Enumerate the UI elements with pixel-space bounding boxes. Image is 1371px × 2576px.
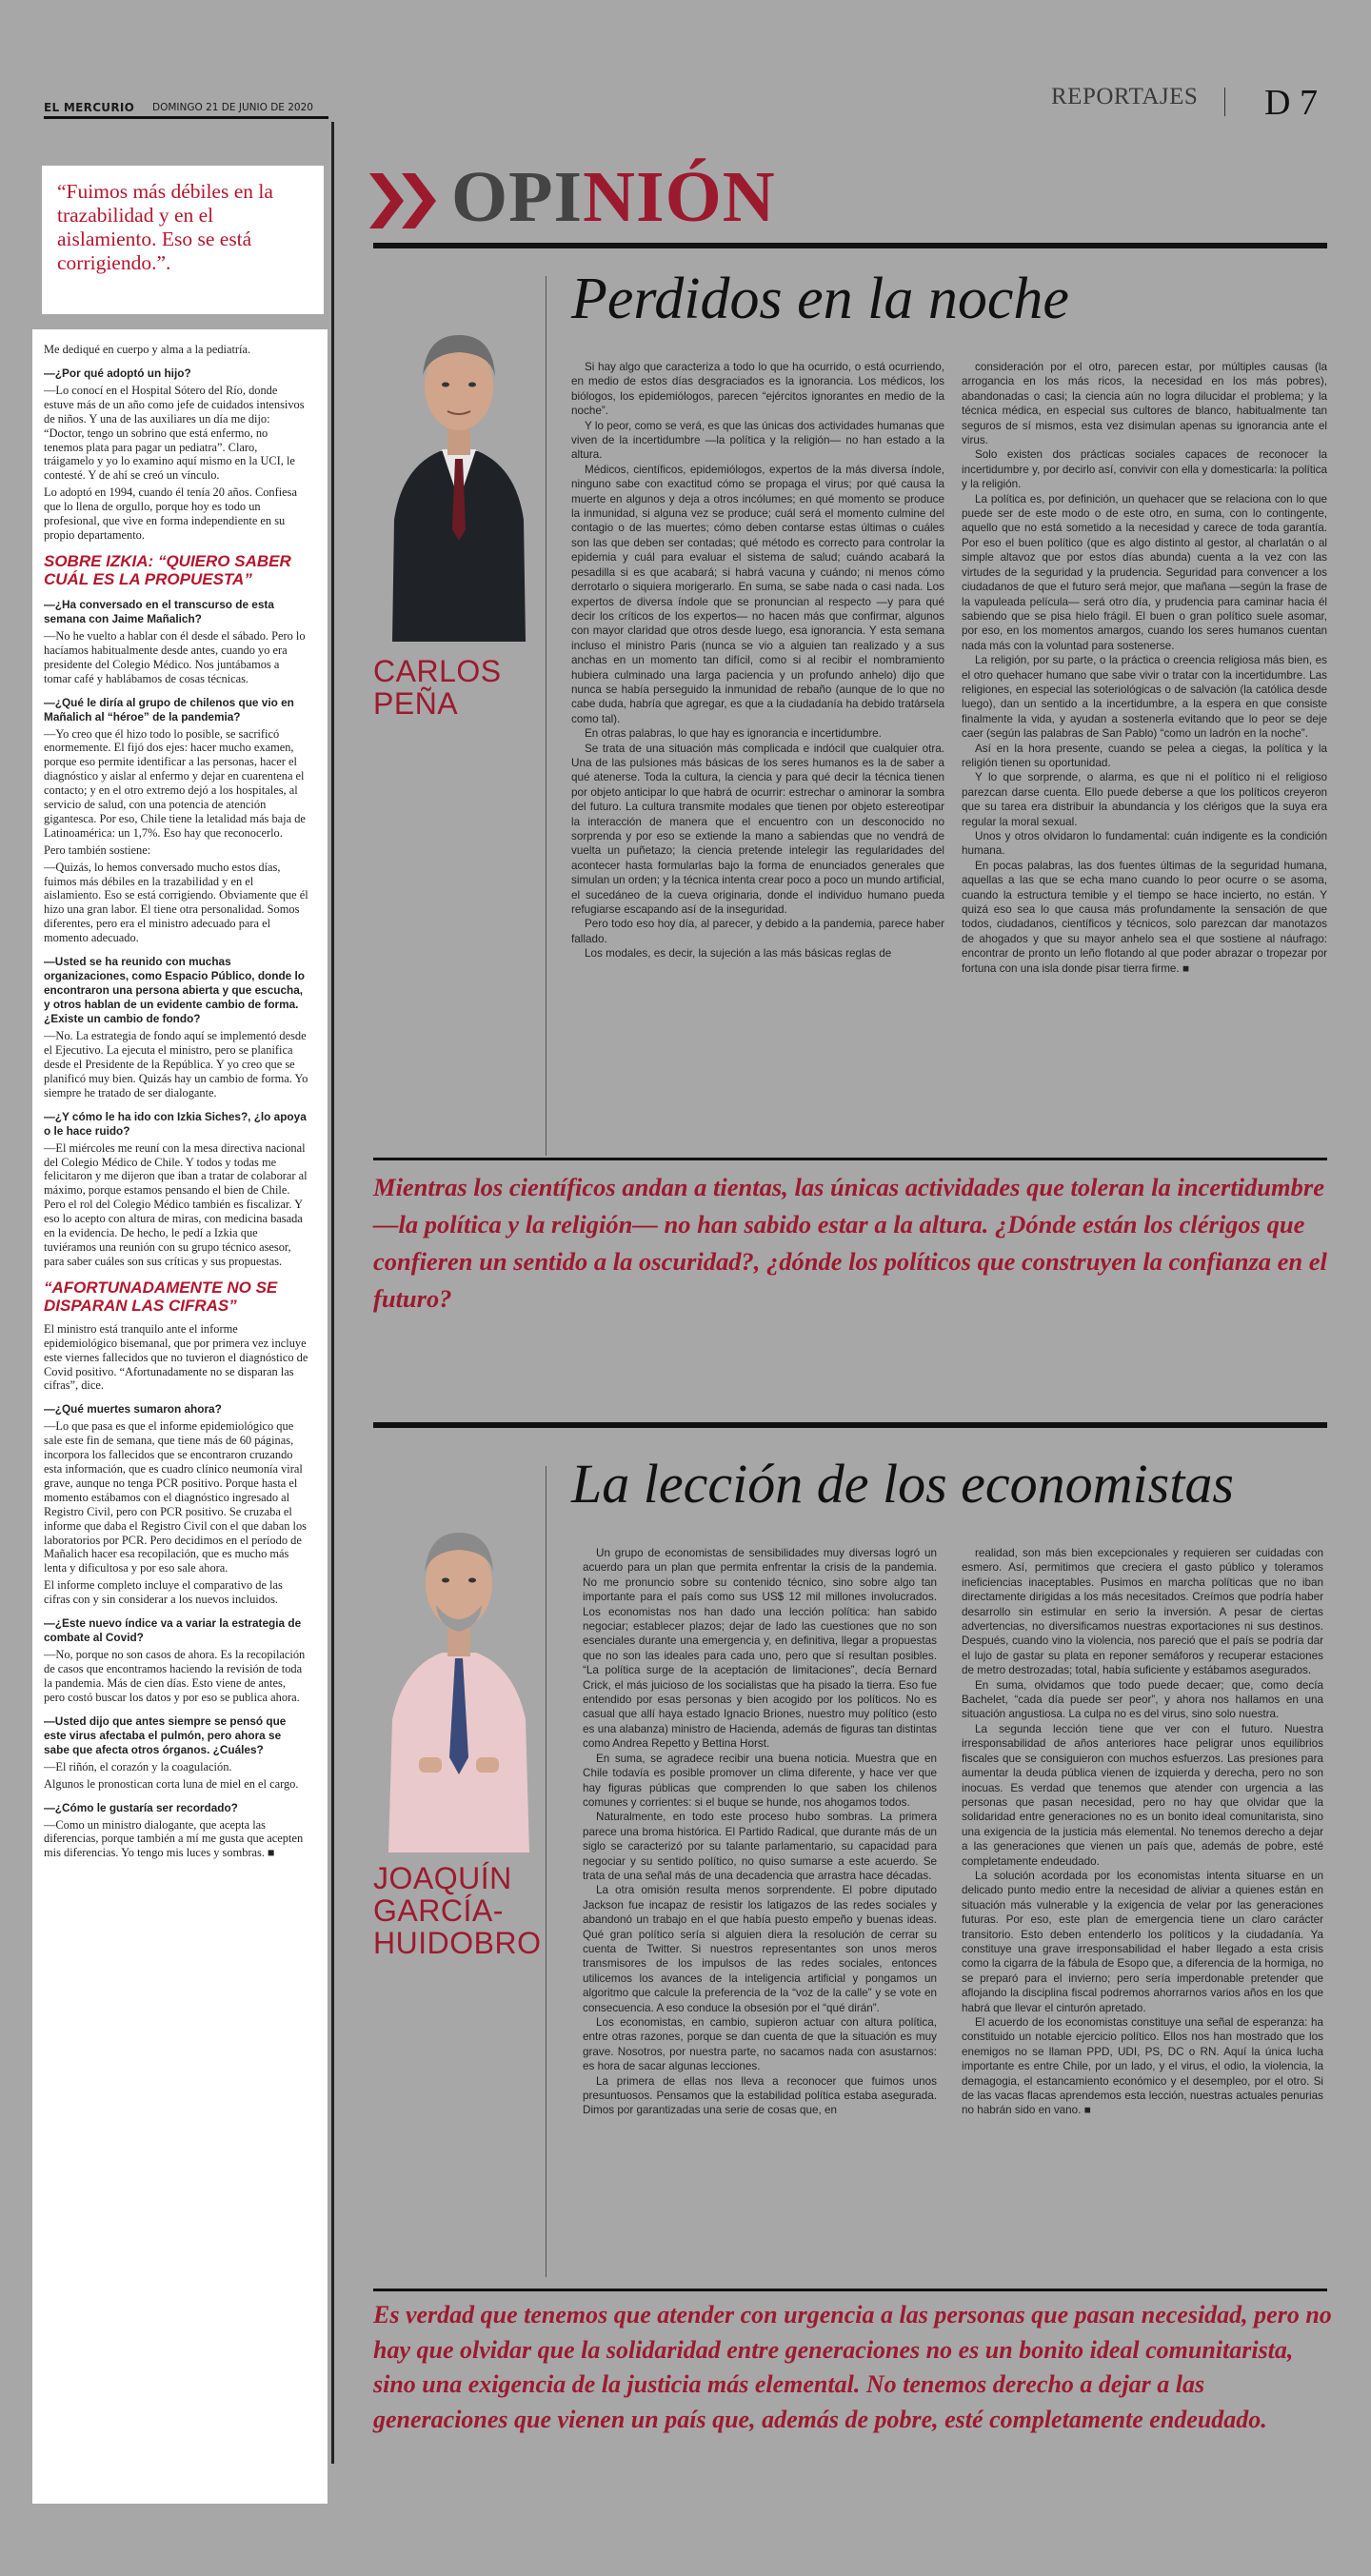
interview-paragraph: Lo adoptó en 1994, cuando él tenía 20 años. Confiesa que lo llena de orgullo, porque hoy es todo un profesional, que vive en forma independiente en su propio departamento. bbox=[44, 485, 297, 542]
article-paragraph: El acuerdo de los economistas constituye una señal de esperanza: ha constituido un notable ejercicio político. Ellos nos han mostrado que los enemigos no se llaman PPD, UDI, PS, DC o RN. Aquí la única lucha importante es entre Chile, por un lado, y el virus, el odio, la violencia, la demagogia, el estancamiento económico y el desempleo, por el otro. Si de las vacas flacas aprendemos esta lección, nuestras actuales penurias no habrán sido en vano. ■ bbox=[962, 2016, 1323, 2117]
interview-paragraph: Me dediqué en cuerpo y alma a la pediatría. bbox=[44, 343, 251, 356]
interview-paragraph: Pero también sostiene: bbox=[44, 842, 151, 857]
article-column bbox=[962, 360, 1327, 976]
article-paragraph: realidad, son más bien excepcionales y requieren ser cuidadas con esmero. Así, permitimos que creciera el gasto público y toleramos ineficiencias inaceptables. Pusimos en marcha políticas que no iban directamente dirigidas a los más necesitados. Creímos que podría haber desarrollo sin estimular en serio la inversión. A pesar de ciertas advertencias, no diversificamos nuestras exportaciones ni sus destinos. Después, cuando vino la violencia, nos pareció que el país se podría dar el lujo de gastar su plata en reponer semáforos y recuperar estaciones de metro destrozadas; total, había suficiente y estábamos asegurados. bbox=[962, 1547, 1323, 1677]
article-paragraph: Médicos, científicos, epidemiólogos, expertos de la más diversa índole, ninguno sabe con exactitud cómo se propaga el virus; por qué causa la muerte en algunos y deja a otros incólumes; en qué momento se produce la inmunidad, si alguna vez se produce; cuál será el momento culmine del contagio o de las muertes; cómo deben contarse estas últimas o cuáles son las que deben ser contadas; qué método es correcto para controlar la epidemia y cuál para evaluar el sistema de salud; cuándo acabará la pesadilla si es que acabará; si habrá vacuna y cuándo; ni menos cómo derrotarlo o siquiera morigerarlo. En suma, se sabe nada o casi nada. Los expertos de diversa índole que se pronuncian al respecto —y para qué decir los críticos de los expertos— no hacen más que confirmar, algunos con mayor claridad que otros desde luego, esa ignorancia. Y esta semana incluso el ministro Paris (nunca se vio a alguien tan realizado y a sus anchas en un momento tan difícil, como si al recibir el nombramiento hubiera culminado una larga paciencia y un profundo anhelo) dijo que nunca se había perseguido la inmunidad de rebaño (aunque de lo que no cabe duda, habría que agregar, es que a la ciudadanía ha debido tratársela como tal). bbox=[571, 463, 944, 725]
article-paragraph: La segunda lección tiene que ver con el futuro. Nuestra irresponsabilidad de años anteriores hace peligrar unos equilibrios fiscales que se consiguieron con muchos esfuerzos. Las presiones para aumentar la deuda pública vienen de izquierda y derecha, pero no son inocuas. Es verdad que tenemos que atender con urgencia a las personas que pasan necesidad, pero no hay que olvidar que la solidaridad entre generaciones no es un bonito ideal comunitarista, sino una exigencia de la justicia más elemental. No tenemos derecho a dejar a las generaciones que vienen un país que, además de pobre, esté completamente endeudado. bbox=[962, 1722, 1323, 1868]
article-paragraph: La primera de ellas nos lleva a reconocer que fuimos unos presuntuosos. Pensamos que la estabilidad política estaba asegurada. Dimos por garantizadas una serie de cosas que, en bbox=[583, 2074, 937, 2117]
interview-question: —Usted dijo que antes siempre se pensó que este virus afectaba el pulmón, pero ahora se sabe que afecta otros órganos. ¿Cuáles? bbox=[44, 1714, 287, 1756]
author-photo bbox=[373, 1472, 545, 1853]
article-column bbox=[571, 360, 944, 961]
interview-paragraph: Algunos le pronostican corta luna de miel en el cargo. bbox=[44, 1776, 299, 1791]
article-paragraph: En pocas palabras, las dos fuentes últimas de la seguridad humana, aquellas a las que se echa mano cuando lo peor ocurre o se asoma, cuando la estructura temible y el tiempo se hace incierto, no están. Y quizá eso sea lo que causa más profundamente la sensación de que todos, ciudadanos, científicos y técnicos, solo parezcan dar manotazos de ahogados y que su mayor anhelo sea el que sostiene al náufrago: encontrar de pronto un leño flotando al que poder abrazar o tropezar por fortuna con una isla donde pisar tierra firme. ■ bbox=[962, 859, 1327, 975]
interview-paragraph: —El miércoles me reuní con la mesa directiva nacional del Colegio Médico de Chile. Y todos y todas me felicitaron y me dijeron que iban a tratar de colaborar al máximo, porque estamos pensando el bien de Chile. Pero el rol del Colegio Médico también es fiscalizar. Y eso lo acepto con altura de miras, con medicina basada en la evidencia. De hecho, le pedí a Izkia que tuviéramos una reunión con su grupo técnico asesor, para saber cuáles son sus críticas y sus propuestas. bbox=[44, 1140, 308, 1268]
article-rule bbox=[373, 1158, 1327, 1160]
article-paragraph: La solución acordada por los economistas intenta situarse en un delicado punto medio entre la necesidad de aliviar a quienes están en situación más vulnerable y la exigencia de velar por las generaciones futuras. Por eso, este plan de emergencia tiene un claro carácter transitorio. Esto deben entenderlo los políticos y la ciudadanía. Ya constituye una grave irresponsabilidad el haber llegado a esta crisis como la cigarra de la fábula de Esopo que, a diferencia de la hormiga, no se preparó para el invierno; pero sería imperdonable pretender que aflojando la disciplina fiscal podremos ahorrarnos varios años en los que habrá que llevar el cinturón apretado. bbox=[962, 1869, 1323, 2014]
article-paragraph: Así en la hora presente, cuando se pelea a ciegas, la política y la religión tienen su oportunidad. bbox=[962, 742, 1327, 769]
interview-paragraph: —Quizás, lo hemos conversado mucho estos días, fuimos más débiles en la trazabilidad y en el aislamiento. Eso se está corrigiendo. Obviamente que él hizo una gran labor. El tiene otra personalidad. Somos diferentes, pero era el ministro adecuado para el momento adecuado. bbox=[44, 860, 308, 945]
interview-paragraph: —Lo conocí en el Hospital Sótero del Río, donde estuve más de un año como jefe de cuidados intensivos de niños. Y una de las auxiliares un día me dijo: “Doctor, tengo un sobrino que está enfermo, no tenemos plata para pagar un pediatra”. Claro, tráigamelo y yo lo examino aquí mismo en la UCI, le contesté. Y de ahí se creó un vínculo. bbox=[44, 383, 305, 483]
masthead: EL MERCURIO bbox=[44, 101, 135, 114]
article-headline: La lección de los economistas bbox=[571, 1453, 1234, 1515]
interview-paragraph: —No he vuelto a hablar con él desde el sábado. Pero lo hacíamos habitualmente desde antes, cuando yo era presidente del Colegio Médico. Nos juntábamos a tomar café y hablábamos de cosas técnicas. bbox=[44, 628, 306, 685]
author-name: CARLOS PEÑA bbox=[373, 654, 502, 721]
article-paragraph: Se trata de una situación más complicada e indócil que cualquier otra. Una de las pulsiones más básicas de los seres humanos es la de saber a qué atenerse. Toda la cultura, la ciencia y para qué decir la técnica tienen por objeto anticipar lo que habrá de ocurrir: estrechar o aminorar la sombra del futuro. La cultura transmite modales que tienen por objeto estereotipar la interacción de manera que el encuentro con un desconocido no sorprenda y por eso se extiende la mano a sabiendas que no vendrá de vuelta un puñetazo; la ciencia pretende intelegir las regularidades del acontecer hasta formularlas bajo la forma de enunciados generales que simulan un orden; y la técnica intenta crear poco a poco un mundo artificial, el sucedáneo de la cueva originaria, donde el individuo humano pueda refugiarse escapando así de la inseguridad. bbox=[571, 742, 944, 917]
article-paragraph: La religión, por su parte, o la práctica o creencia religiosa más bien, es el otro quehacer humano que sabe vivir o tratar con la incertidumbre. Las religiones, en especial las soteriológicas o de salvación (la católica desde luego), dan un sentido a la incertidumbre, a la espera en que consiste finalmente la vida, y ayudan a sostenerla evitando que lo peor se deje caer (según las palabras de San Pablo) “como un ladrón en la noche”. bbox=[962, 654, 1327, 741]
header-divider bbox=[1224, 88, 1225, 116]
interview-subhead: “AFORTUNADAMENTE NO SE DISPARAN LAS CIFRAS” bbox=[44, 1278, 278, 1315]
article-paragraph: Naturalmente, en todo este proceso hubo sombras. La primera parece una broma histórica. El Partido Radical, que durante más de un siglo se caracterizó por su talante parlamentario, su capacidad para negociar y su sentido político, no quiso sumarse a este acuerdo. Se trata de una señal más de una decadencia que arrastra hace décadas. bbox=[583, 1811, 937, 1882]
article-paragraph: En suma, se agradece recibir una buena noticia. Muestra que en Chile todavía es posible promover un clima diferente, y hace ver que hay figuras públicas que comprenden lo que saben los chilenos comunes y corrientes: si el buque se hunde, nos ahogamos todos. bbox=[583, 1752, 937, 1809]
interview-paragraph: El ministro está tranquilo ante el informe epidemiológico bisemanal, que por primera vez incluye este viernes fallecidos que no tuvieron el diagnóstico de Covid positivo. “Afortunadamente no se disparan las cifras”, dice. bbox=[44, 1321, 308, 1393]
column-divider bbox=[331, 122, 334, 2464]
issue-date: DOMINGO 21 DE JUNIO DE 2020 bbox=[152, 102, 313, 113]
interview-question: —Usted se ha reunido con muchas organizaciones, como Espacio Público, donde lo encontraron una persona abierta y que escucha, y otros hablan de un evidente cambio de forma. ¿Existe un cambio de fondo? bbox=[44, 955, 305, 1026]
interview-subhead: SOBRE IZKIA: “QUIERO SABER CUÁL ES LA PROPUESTA” bbox=[44, 551, 291, 588]
article-paragraph: En otras palabras, lo que hay es ignorancia e incertidumbre. bbox=[585, 727, 882, 741]
article-paragraph: consideración por el otro, parecen estar, por múltiples causas (la arrogancia en los más ricos, la necesidad en los más pobres), abandonadas o casi; la ciencia aún no logra dilucidar el problema; y la técnica médica, en especial sus cultores de blanco, habitualmente tan seguros de sí mismos, esta vez disimulan apenas su ignorancia ante el virus. bbox=[962, 361, 1327, 447]
section-rule bbox=[373, 243, 1327, 248]
article-paragraph: Si hay algo que caracteriza a todo lo que ha ocurrido, o está ocurriendo, en medio de estos días desgraciados es la ignorancia. Los médicos, los biólogos, los epidemiólogos, parecen “ejércitos ignorantes en medio de la noche”. bbox=[571, 361, 944, 418]
article-paragraph: Unos y otros olvidaron lo fundamental: cuán indigente es la condición humana. bbox=[962, 830, 1327, 858]
highlight-quote: “Fuimos más débiles en la trazabilidad y en el aislamiento. Eso se está corrigiendo.”. bbox=[57, 180, 273, 274]
section-title-part2: NIÓN bbox=[583, 157, 776, 237]
article-column bbox=[583, 1546, 937, 2118]
article-paragraph: Un grupo de economistas de sensibilidades muy diversas logró un acuerdo para un plan que permita enfrentar la crisis de la pandemia. No me pronuncio sobre su contenido técnico, sino sobre algo tan importante para el país como sus US$ 12 mil millones involucrados. Los economistas nos han dado una lección política: han sabido negociar; establecer plazos; dejar de lado las cuestiones que no son esenciales durante una emergencia y, en definitiva, llegar a propuestas que no son las ideales para cada uno, pero que sí resultan posibles. “La política surge de la aceptación de limitaciones”, decía Bernard Crick, el más juicioso de los socialistas que ha pisado la tierra. Eso fue entendido por esas personas y bien acogido por los políticos. No es casual que allí haya estado Ignacio Briones, nuestro muy político (esto es una alabanza) ministro de Hacienda, además de figuras tan distintas como Andrea Repetto y Bettina Horst. bbox=[583, 1547, 937, 1751]
pull-quote: Mientras los científicos andan a tientas, las únicas actividades que toleran la incertidumbre —la política y la religión— no han sabido estar a la altura. ¿Dónde están los clérigos que confieren un sentido a la oscuridad?, ¿dónde los políticos que construyen la confianza en el futuro? bbox=[373, 1173, 1327, 1313]
article-column bbox=[962, 1546, 1323, 2118]
author-name: JOAQUÍN GARCÍA-HUIDOBRO bbox=[373, 1861, 542, 1960]
interview-question: —¿Este nuevo índice va a variar la estrategia de combate al Covid? bbox=[44, 1616, 302, 1645]
interview-paragraph: El informe completo incluye el comparativo de las cifras con y sin considerar a los nuevos incluidos. bbox=[44, 1578, 283, 1607]
section-title bbox=[451, 156, 776, 239]
interview-paragraph: —Lo que pasa es que el informe epidemiológico que sale este fin de semana, que tiene más de 60 páginas, incorpora los fallecidos que se encontraron cruzando esta información, que es cuadro clínico neumonía viral grave, aunque no tenga PCR positivo. Porque hasta el momento estábamos con el diagnóstico ingresado al Registro Civil, pero con PCR positivo. Se cruzaba el informe que daba el Registro Civil con el que daban los laboratorios por PCR. Pero decidimos en el período de Mañalich hacer esa recopilación, que es mucho más lenta y dificultosa y por eso sale ahora. bbox=[44, 1419, 307, 1575]
article-paragraph: Los economistas, en cambio, supieron actuar con altura política, entre otras razones, porque se dan cuenta de que la situación es muy grave. Nosotros, por nuestra parte, no sacamos nada con asustarnos: es hora de sacar algunas lecciones. bbox=[583, 2016, 937, 2073]
section-title-part1: OPI bbox=[451, 157, 584, 237]
article-paragraph: En suma, olvidamos que todo puede decaer; que, como decía Bachelet, “cada día puede ser peor”, y ahora nos hallamos en una situación angustiosa. La culpa no es del virus, sino solo nuestra. bbox=[962, 1678, 1323, 1721]
interview-question: —¿Ha conversado en el transcurso de esta semana con Jaime Mañalich? bbox=[44, 597, 274, 625]
interview-paragraph: —Como un ministro dialogante, que acepta las diferencias, porque también a mí me gusta que acepten mis diferencias. Yo tengo mis luces y sombras. ■ bbox=[44, 1817, 304, 1860]
article-paragraph: La otra omisión resulta menos sorprendente. El pobre diputado Jackson fue incapaz de resistir los latigazos de las redes sociales y abandonó un trabajo en el que había puesto empeño y buenas ideas. Qué gran político sería si alguien diera la resolución de cerrar su cuenta de Twitter. Si nuestros representantes son unos meros transmisores de los impulsos de las redes sociales, entonces utilicemos los avances de la inteligencia artificial y pongamos un algoritmo que calcule la preferencia de la “voz de la calle” y se vote en consecuencia. A eso conduce la obsesión por el “qué dirán”. bbox=[583, 1884, 937, 2014]
interview-question: —¿Cómo le gustaría ser recordado? bbox=[44, 1800, 238, 1814]
interview-paragraph: —Yo creo que él hizo todo lo posible, se sacrificó enormemente. El fijó dos ejes: hacer mucho examen, porque eso permite identificar a las personas, hacer el diagnóstico y aislar al enfermo y dejar en cuarentena el contacto; y en el otro extremo dejó a los hospitales, al servicio de salud, con una potencia de atención gigantesca. Por eso, Chile tiene la letalidad más baja de Latinoamérica: un 1,7%. Eso hay que reconocerlo. bbox=[44, 726, 306, 840]
interview-question: —¿Por qué adoptó un hijo? bbox=[44, 366, 191, 380]
article-top-rule bbox=[373, 1422, 1327, 1428]
interview-paragraph: —El riñón, el corazón y la coagulación. bbox=[44, 1759, 232, 1773]
interview-question: —¿Qué le diría al grupo de chilenos que vio en Mañalich al “héroe” de la pandemia? bbox=[44, 695, 294, 723]
article-paragraph: Solo existen dos prácticas sociales capaces de reconocer la incertidumbre y, por decirlo así, convivir con ella y domesticarla: la política y la religión. bbox=[962, 448, 1327, 491]
interview-question: —¿Y cómo le ha ido con Izkia Siches?, ¿lo apoya o le hace ruido? bbox=[44, 1109, 307, 1138]
page-number: D 7 bbox=[1264, 83, 1318, 123]
article-paragraph: Pero todo eso hoy día, al parecer, y debido a la pandemia, parece haber fallado. bbox=[571, 918, 944, 945]
author-photo bbox=[373, 282, 545, 642]
article-paragraph: Y lo que sorprende, o alarma, es que ni el político ni el religioso parezcan darse cuenta. Ello puede deberse a que los políticos creyeron que su tarea era distribuir la abundancia y los clérigos que la suya era regular la moral sexual. bbox=[962, 771, 1327, 828]
interview-paragraph: —No, porque no son casos de ahora. Es la recopilación de casos que encontramos haciendo la revisión de toda la pandemia. Más de cien días. Esto viene de antes, pero costó buscar los datos y por eso se publica ahora. bbox=[44, 1648, 306, 1704]
article-paragraph: Y lo peor, como se verá, es que las únicas dos actividades humanas que viven de la incertidumbre —la política y la religión— no han estado a la altura. bbox=[571, 419, 944, 462]
interview-text bbox=[44, 343, 308, 1863]
section-name: REPORTAJES bbox=[1051, 84, 1199, 109]
chevron-icon bbox=[369, 173, 446, 228]
interview-paragraph: —No. La estrategia de fondo aquí se implementó desde el Ejecutivo. La ejecuta el ministro, pero se planifica desde el Presidente de la República. Y yo creo que se planificó muy bien. Quizás hay un cambio de forma. Yo siempre he tratado de ser dialogante. bbox=[44, 1029, 308, 1100]
article-paragraph: La política es, por definición, un quehacer que se relaciona con lo que puede ser de este modo o de este otro, en suma, con lo contingente, aquello que no está sometido a la necesidad y carece de toda garantía. Por eso el buen político (que es algo distinto al gestor, al charlatán o al simple altavoz que por estos días abunda) cuenta a la vez con las virtudes de la seguridad y la prudencia. Seguridad para convencer a los ciudadanos de que el futuro será mejor, que mañana —según la frase de la vapuleada película— será otro día, y prudencia para caminar hacia él sabiendo que se pisa hielo frágil. El buen o gran político suele asomar, por eso, en los momentos amargos, cuando los seres humanos cuentan nada más con la voluntad para sostenerse. bbox=[962, 492, 1327, 652]
interview-question: —¿Qué muertes sumaron ahora? bbox=[44, 1402, 222, 1417]
article-paragraph: Los modales, es decir, la sujeción a las más básicas reglas de bbox=[585, 947, 892, 961]
article-rule bbox=[373, 2289, 1327, 2291]
article-headline: Perdidos en la noche bbox=[571, 267, 1069, 331]
header-rule bbox=[44, 116, 328, 119]
pull-quote: Es verdad que tenemos que atender con urgencia a las personas que pasan necesidad, pero no hay que olvidar que la solidaridad entre generaciones no es un bonito ideal comunitarista, sino una exigencia de la justicia más elemental. No tenemos derecho a dejar a las generaciones que vienen un país que, además de pobre, esté completamente endeudado. bbox=[373, 2301, 1332, 2433]
